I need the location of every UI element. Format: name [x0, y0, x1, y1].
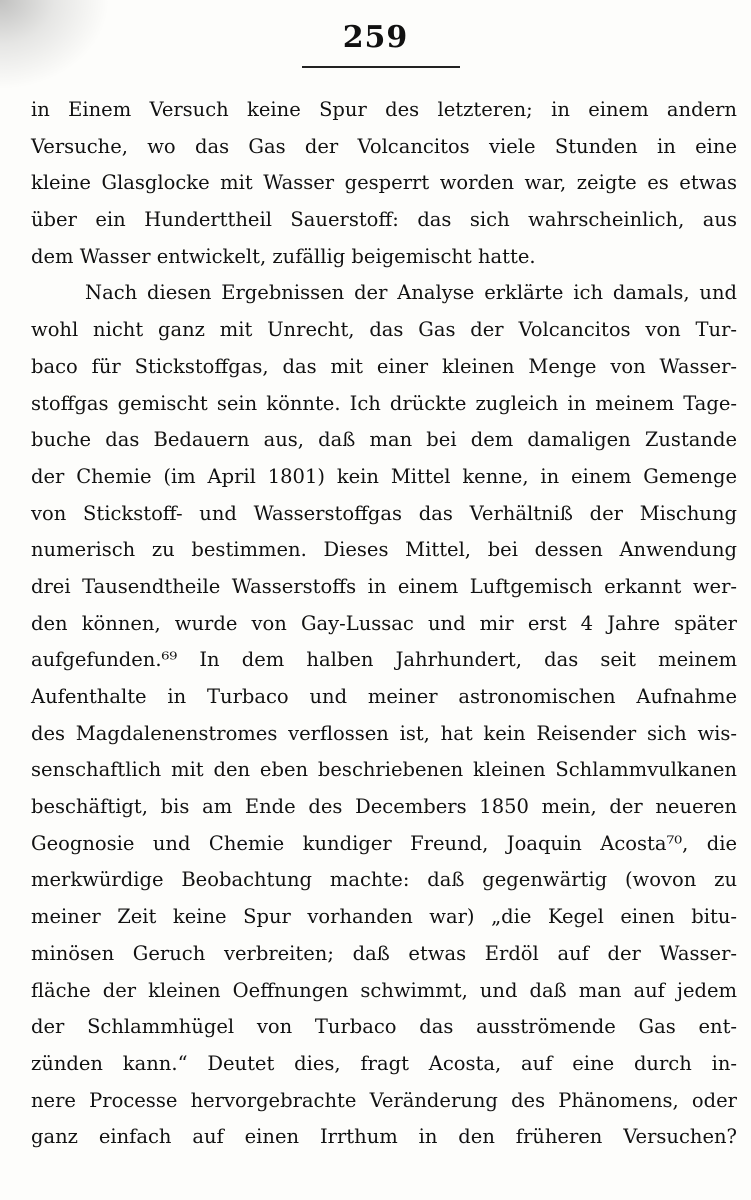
text-line: Geognosie und Chemie kundiger Freund, Joaquin Acosta⁷⁰, die: [31, 831, 737, 855]
text-line: aufgefunden.⁶⁹ In dem halben Jahrhundert, das seit meinem: [31, 648, 737, 672]
text-line: Aufenthalte in Turbaco und meiner astronomischen Aufnahme: [31, 685, 737, 708]
text-line: in Einem Versuch keine Spur des letzteren; in einem andern: [31, 98, 737, 121]
text-line: numerisch zu bestimmen. Dieses Mittel, bei dessen Anwendung: [31, 538, 737, 562]
text-line: senschaftlich mit den eben beschriebenen kleinen Schlammvulkanen: [31, 758, 737, 782]
text-line: der Chemie (im April 1801) kein Mittel kenne, in einem Gemenge: [31, 464, 737, 488]
text-line: wohl nicht ganz mit Unrecht, das Gas der Volcancitos von Tur-: [31, 318, 737, 342]
text-line: meiner Zeit keine Spur vorhanden war) „die Kegel einen bitu-: [31, 905, 737, 929]
text-line: Versuche, wo das Gas der Volcancitos viele Stunden in eine: [31, 134, 737, 158]
text-line: buche das Bedauern aus, daß man bei dem damaligen Zustande: [31, 428, 737, 452]
text-line: baco für Stickstoffgas, das mit einer kleinen Menge von Wasser-: [31, 354, 737, 378]
text-line: Nach diesen Ergebnissen der Analyse erklärte ich damals, und: [85, 281, 737, 305]
text-line: dem Wasser entwickelt, zufällig beigemischt hatte.: [31, 244, 536, 268]
text-line: zünden kann.“ Deutet dies, fragt Acosta, auf eine durch in-: [31, 1051, 737, 1075]
text-line: ganz einfach auf einen Irrthum in den früheren Versuchen?: [31, 1125, 737, 1149]
text-line: merkwürdige Beobachtung machte: daß gegenwärtig (wovon zu: [31, 868, 737, 892]
text-line: beschäftigt, bis am Ende des Decembers 1850 mein, der neueren: [31, 795, 737, 819]
text-line: stoffgas gemischt sein könnte. Ich drückte zugleich in meinem Tage-: [31, 391, 737, 415]
text-line: drei Tausendtheile Wasserstoffs in einem Luftgemisch erkannt wer-: [31, 574, 737, 598]
body-text: [31, 92, 737, 1156]
text-line: des Magdalenenstromes verflossen ist, hat kein Reisender sich wis-: [31, 721, 737, 745]
text-line: über ein Hunderttheil Sauerstoff: das sich wahrscheinlich, aus: [31, 208, 737, 232]
text-line: fläche der kleinen Oeffnungen schwimmt, und daß man auf jedem: [31, 978, 737, 1002]
header-rule: [302, 66, 460, 68]
page-number: 259: [342, 20, 409, 55]
text-line: der Schlammhügel von Turbaco das ausströmende Gas ent-: [31, 1015, 737, 1039]
text-line: minösen Geruch verbreiten; daß etwas Erdöl auf der Wasser-: [31, 941, 737, 965]
text-line: nere Processe hervorgebrachte Veränderung des Phänomens, oder: [31, 1088, 737, 1112]
text-line: den können, wurde von Gay-Lussac und mir erst 4 Jahre später: [31, 611, 737, 635]
text-line: von Stickstoff- und Wasserstoffgas das Verhältniß der Mischung: [31, 501, 737, 525]
text-line: kleine Glasglocke mit Wasser gesperrt worden war, zeigte es etwas: [31, 171, 737, 195]
